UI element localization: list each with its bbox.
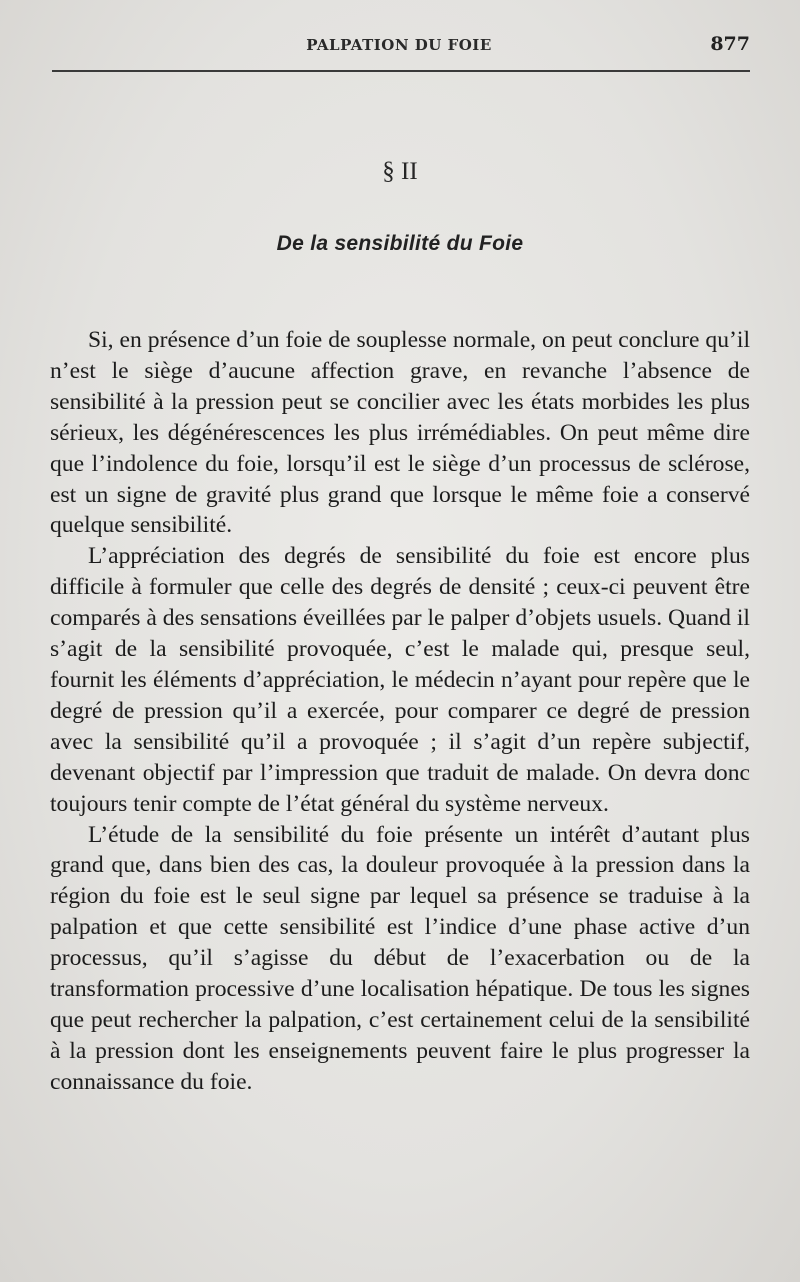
running-title: PALPATION DU FOIE [306, 36, 492, 54]
section-title: De la sensibilité du Foie [276, 232, 524, 255]
running-head [48, 28, 750, 68]
paragraph: L’étude de la sensibilité du foie présente un intérêt d’autant plus grand que, dans bien des cas, la douleur provoquée à la pression dans la région du foie est le seul signe par lequel sa présence se traduise à la palpation et que cette sensibilité est l’indice d’une phase active d’un processus, qu’il s’agisse du début de l’exacerbation ou de la transformation processive d’une localisation hépatique. De tous les signes que peut rechercher la palpation, c’est certainement celui de la sensibilité à la pression dont les enseignements peuvent faire le plus progresser la connaissance du foie. [50, 821, 750, 1095]
header-rule [52, 70, 750, 72]
paragraph: Si, en présence d’un foie de souplesse normale, on peut conclure qu’il n’est le siège d’aucune affection grave, en revanche l’absence de sensibilité à la pression peut se concilier avec les états morbides les plus sérieux, les dégénérescences les plus irrémédiables. On peut même dire que l’indolence du foie, lorsqu’il est le siège d’un processus de sclérose, est un signe de gravité plus grand que lorsque le même foie a conservé quelque sensibilité. [50, 327, 750, 539]
section-number: § II [382, 158, 418, 185]
body-text [50, 325, 750, 1098]
page-number: 877 [710, 33, 750, 55]
paragraph: L’appréciation des degrés de sensibilité du foie est encore plus difficile à formuler que celle des degrés de densité ; ceux-ci peuvent être comparés à des sensations éveillées par le palper d’objets usuels. Quand il s’agit de la sensibilité provoquée, c’est le malade qui, presque seul, fournit les éléments d’appréciation, le médecin n’ayant pour repère que le degré de pression qu’il a exercée, pour comparer ce degré de pression avec la sensibilité qu’il a provoquée ; il s’agit d’un repère subjectif, devenant objectif par l’impression que traduit de malade. On devra donc toujours tenir compte de l’état général du système nerveux. [50, 543, 750, 817]
